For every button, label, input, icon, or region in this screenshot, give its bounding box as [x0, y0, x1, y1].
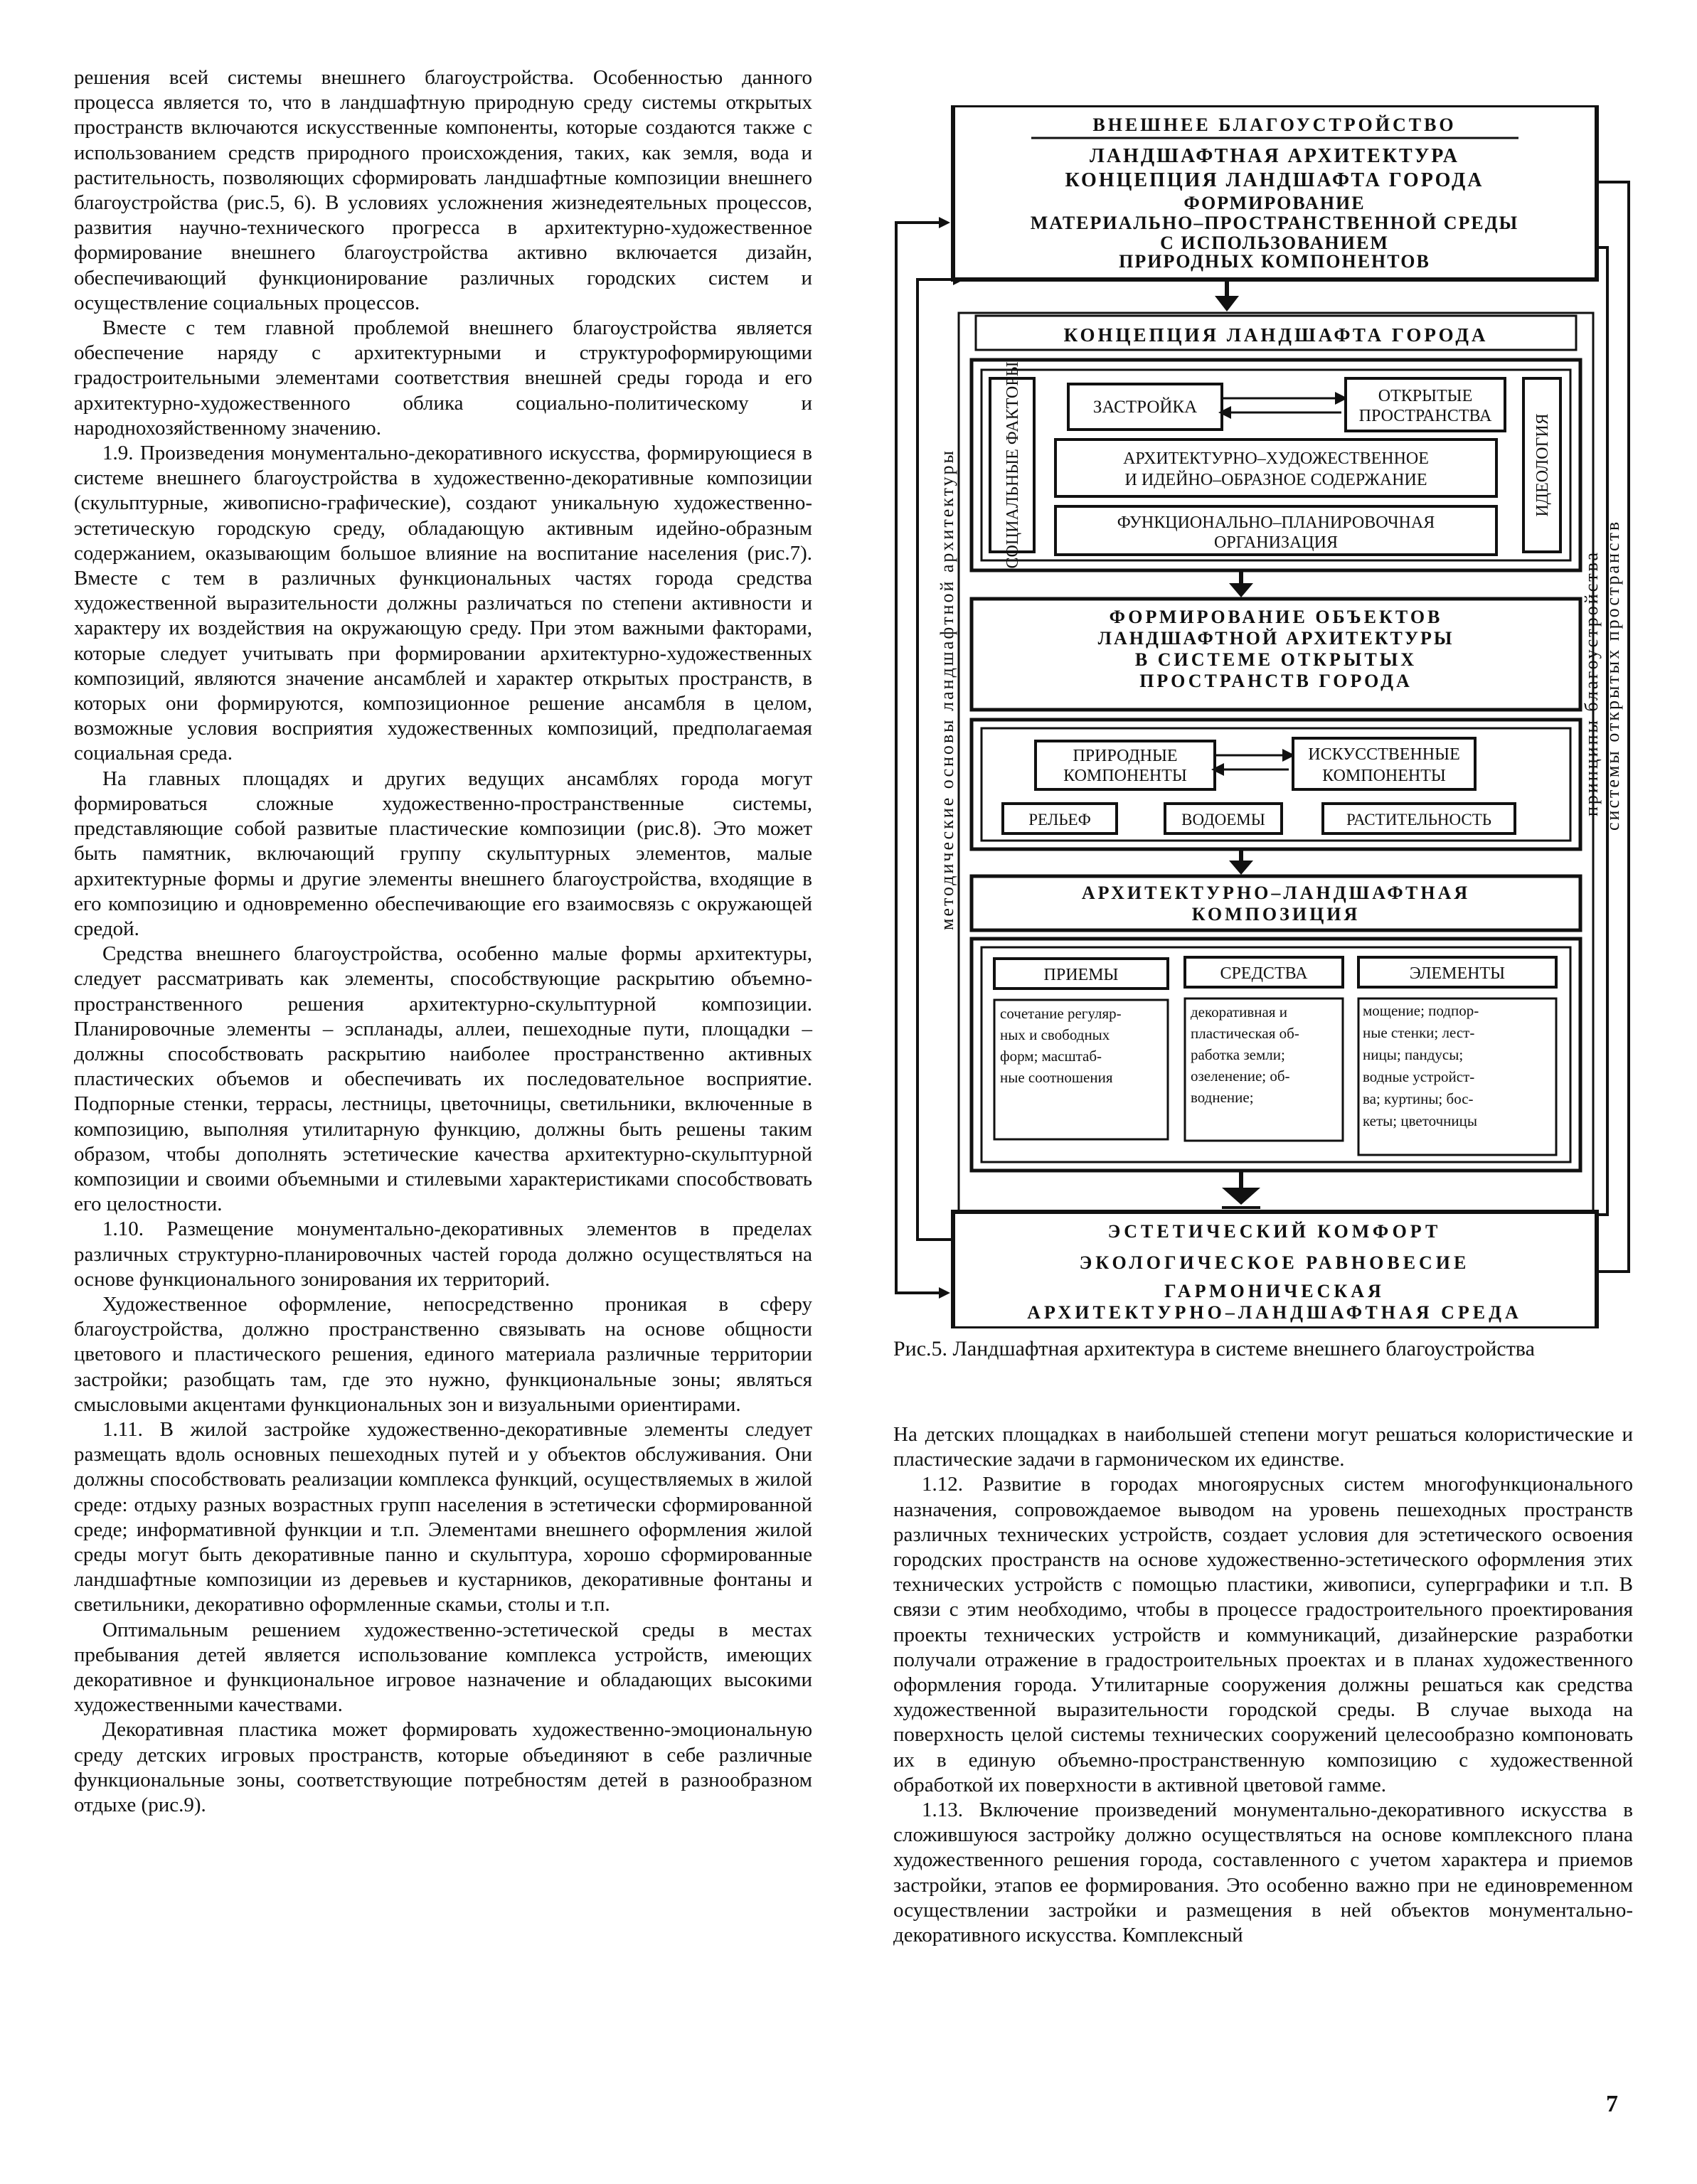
diagram-text-line: ные стенки; лест-: [1363, 1024, 1475, 1041]
paragraph: 1.12. Развитие в городах многоярусных систем многофункционального назначения, сопровождаемое выводом на уровень пешеходных пространств различных технических устройств, создает условия для эстетического освоения городских пространств на основе художественно-эстетического оформления этих технических устройств с помощью пластики, живописи, суперграфики и т.п. В связи с этим необходимо, чтобы в процессе градостроительного проектирования проекты технических устройств и коммуникаций, дизайнерские разработки получали отражение в градостроительных проектах и в планах художественного оформления города. Утилитарные сооружения должны решаться как средства художественной выразительности городской среды. В случае выхода на поверхность целой системы технических сооружений целесообразно компоновать их в единую объемно-пространственную композицию с художественной обработкой их поверхности в активной цветовой гамме.: [893, 1473, 1633, 1796]
arrow-down-icon: [1222, 1188, 1260, 1205]
svg-text:ФУНКЦИОНАЛЬНО–ПЛАНИРОВОЧНАЯ: ФУНКЦИОНАЛЬНО–ПЛАНИРОВОЧНАЯ: [1117, 513, 1435, 532]
diagram-text-line: ницы; пандусы;: [1363, 1046, 1464, 1063]
diagram-text-line: мощение; подпор-: [1363, 1002, 1479, 1019]
diagram-text-line: декоративная и: [1191, 1003, 1287, 1021]
svg-text:ЭКОЛОГИЧЕСКОЕ РАВНОВЕСИЕ: ЭКОЛОГИЧЕСКОЕ РАВНОВЕСИЕ: [1079, 1252, 1470, 1273]
paragraph: Художественное оформление, непосредственно проникая в сферу благоустройства, должно пространственно связывать на основе общности цветового и пластического решения, единого материала различные территории застройки; разобщать там, где это нужно, функциональные зоны; являться смысловыми акцентами функциональных зон и визуальными ориентирами.: [74, 1292, 812, 1416]
diagram-text-line: озеленение; об-: [1191, 1067, 1290, 1085]
diagram-text-line: пластическая об-: [1191, 1025, 1299, 1042]
svg-text:РЕЛЬЕФ: РЕЛЬЕФ: [1028, 811, 1091, 829]
top-box-title: ВНЕШНЕЕ БЛАГОУСТРОЙСТВО: [1092, 114, 1457, 135]
paragraph: 1.13. Включение произведений монументально-декоративного искусства в сложившуюся застройку должно осуществляться на основе комплексного плана художественного решения города, составленного с учетом характера и приемов застройки, этапов ее формирования. Это особенно важно при не единовременном осуществлении застройки и размещения в ней объектов монументально-декоративного искусства. Комплексный: [893, 1799, 1633, 1947]
svg-text:ПРИРОДНЫЕ: ПРИРОДНЫЕ: [1073, 747, 1178, 765]
right-vertical-label-2: системы открытых пространств: [1602, 519, 1623, 831]
page-number: 7: [1606, 2091, 1618, 2117]
right-text-column: [893, 1422, 1633, 1948]
svg-text:РАСТИТЕЛЬНОСТЬ: РАСТИТЕЛЬНОСТЬ: [1346, 811, 1492, 829]
paragraph: Декоративная пластика может формировать художественно-эмоциональную среду детских игровых пространств, которые объединяют в себе различные функциональные зоны, соответствующие потребностям детей в разнообразном отдыхе (рис.9).: [74, 1718, 812, 1817]
paragraph: На детских площадках в наибольшей степени могут решаться колористические и пластические задачи в гармоническом их единстве.: [893, 1423, 1633, 1471]
arrow-down-icon: [1229, 583, 1253, 597]
svg-text:С ИСПОЛЬЗОВАНИЕМ: С ИСПОЛЬЗОВАНИЕМ: [1160, 233, 1389, 253]
svg-text:ЛАНДШАФТНОЙ АРХИТЕКТУРЫ: ЛАНДШАФТНОЙ АРХИТЕКТУРЫ: [1097, 628, 1454, 649]
svg-text:ВОДОЕМЫ: ВОДОЕМЫ: [1181, 811, 1265, 829]
svg-text:СОЦИАЛЬНЫЕ ФАКТОРЫ: СОЦИАЛЬНЫЕ ФАКТОРЫ: [1004, 361, 1022, 569]
diagram-text-line: кеты; цветочницы: [1363, 1112, 1477, 1129]
figure-5-diagram: [882, 105, 1636, 1328]
right-vertical-label-1: принципы благоустройства: [1581, 550, 1602, 816]
svg-text:ОТКРЫТЫЕ: ОТКРЫТЫЕ: [1378, 387, 1473, 405]
svg-text:КОМПОЗИЦИЯ: КОМПОЗИЦИЯ: [1191, 904, 1361, 925]
svg-text:ПРОСТРАНСТВ ГОРОДА: ПРОСТРАНСТВ ГОРОДА: [1139, 671, 1413, 691]
diagram-text-line: ва; куртины; бос-: [1363, 1090, 1474, 1107]
svg-text:ЭЛЕМЕНТЫ: ЭЛЕМЕНТЫ: [1409, 964, 1506, 983]
svg-text:АРХИТЕКТУРНО–ЛАНДШАФТНАЯ СРЕДА: АРХИТЕКТУРНО–ЛАНДШАФТНАЯ СРЕДА: [1027, 1302, 1522, 1323]
paragraph: Средства внешнего благоустройства, особенно малые формы архитектуры, следует рассматривать как элементы, способствующие раскрытию объемно-пространственного решения архитектурно-скульптурной композиции. Планировочные элементы – эспланады, аллеи, пешеходные пути, площадки – должны способствовать раскрытию наиболее пространственно активных пластических объемов и обеспечивать их последовательное восприятие. Подпорные стенки, террасы, лестницы, цветочницы, светильники, включенные в композицию, выполняя утилитарную функцию, должны быть решены таким образом, чтобы дополнять эстетические качества архитектурно-скульптурной композиции и своими объемными и стилевыми характеристиками способствовать его целостности.: [74, 942, 812, 1216]
svg-text:ПРИРОДНЫХ КОМПОНЕНТОВ: ПРИРОДНЫХ КОМПОНЕНТОВ: [1119, 251, 1430, 272]
diagram-text-line: ных и свободных: [1000, 1026, 1110, 1043]
arrow-down-icon: [1215, 296, 1239, 311]
svg-text:ПРИЕМЫ: ПРИЕМЫ: [1043, 966, 1119, 984]
left-text-column: [74, 65, 812, 1818]
figure-caption: Рис.5. Ландшафтная архитектура в системе внешнего благоустройства: [893, 1337, 1535, 1360]
svg-text:МАТЕРИАЛЬНО–ПРОСТРАНСТВЕННОЙ С: МАТЕРИАЛЬНО–ПРОСТРАНСТВЕННОЙ СРЕДЫ: [1030, 213, 1519, 233]
svg-text:И ИДЕЙНО–ОБРАЗНОЕ СОДЕРЖАНИЕ: И ИДЕЙНО–ОБРАЗНОЕ СОДЕРЖАНИЕ: [1124, 471, 1427, 489]
svg-text:СРЕДСТВА: СРЕДСТВА: [1220, 964, 1308, 983]
svg-text:ФОРМИРОВАНИЕ ОБЪЕКТОВ: ФОРМИРОВАНИЕ ОБЪЕКТОВ: [1109, 607, 1443, 627]
svg-text:ИСКУССТВЕННЫЕ: ИСКУССТВЕННЫЕ: [1308, 745, 1460, 764]
svg-text:ФОРМИРОВАНИЕ: ФОРМИРОВАНИЕ: [1183, 193, 1366, 213]
svg-text:АРХИТЕКТУРНО–ХУДОЖЕСТВЕННОЕ: АРХИТЕКТУРНО–ХУДОЖЕСТВЕННОЕ: [1123, 449, 1429, 468]
paragraph: Вместе с тем главной проблемой внешнего благоустройства является обеспечение наряду с архитектурными и структуроформирующими градостроительными элементами соответствия внешней среды города и его архитектурно-художественного облика социально-политическому и народнохозяйственному значению.: [74, 316, 812, 440]
diagram-text-line: воднение;: [1191, 1089, 1254, 1106]
arrow-down-icon: [1229, 861, 1253, 875]
svg-text:ПРОСТРАНСТВА: ПРОСТРАНСТВА: [1358, 407, 1492, 425]
svg-text:АРХИТЕКТУРНО–ЛАНДШАФТНАЯ: АРХИТЕКТУРНО–ЛАНДШАФТНАЯ: [1081, 883, 1471, 903]
svg-text:ЭСТЕТИЧЕСКИЙ КОМФОРТ: ЭСТЕТИЧЕСКИЙ КОМФОРТ: [1107, 1221, 1442, 1242]
paragraph: 1.9. Произведения монументально-декоративного искусства, формирующиеся в системе внешнего благоустройства в художественно-декоративные композиции (скульптурные, живописно-графические), создают уникальную художественно-эстетическую городскую среду, обладающую активным идейно-образным содержанием, оказывающим большое влияние на воспитание населения (рис.7). Вместе с тем в различных функциональных частях города средства художественной выразительности должны различаться по степени активности и характеру их воздействия на окружающую среду. При этом важными факторами, которые следует учитывать при формировании архитектурно-художественных композиций, являются значение ансамблей и характер открытых пространств, в которых они формируются, композиционное решение ансамбля в целом, возможные условия восприятия художественных композиций, предполагаемая социальная среда.: [74, 442, 812, 765]
svg-text:КОНЦЕПЦИЯ ЛАНДШАФТА ГОРОДА: КОНЦЕПЦИЯ ЛАНДШАФТА ГОРОДА: [1063, 324, 1489, 346]
diagram-text-line: сочетание регуляр-: [1000, 1005, 1122, 1022]
diagram-text-line: ные соотношения: [1000, 1069, 1113, 1086]
svg-text:ГАРМОНИЧЕСКАЯ: ГАРМОНИЧЕСКАЯ: [1164, 1281, 1385, 1301]
paragraph: На главных площадях и других ведущих ансамблях города могут формироваться сложные художественно-пространственные системы, представляющие собой развитые пластические композиции (рис.8). Это может быть памятник, включающий группу скульптурных элементов, малые архитектурные формы и другие элементы внешнего благоустройства, входящие в его композицию и одновременно обеспечивающие его взаимосвязь с окружающей средой.: [74, 767, 812, 940]
svg-text:КОМПОНЕНТЫ: КОМПОНЕНТЫ: [1063, 767, 1187, 785]
svg-text:ИДЕОЛОГИЯ: ИДЕОЛОГИЯ: [1533, 413, 1552, 517]
left-vertical-label: методические основы ландшафтной архитектуры: [937, 448, 957, 930]
paragraph: 1.11. В жилой застройке художественно-декоративные элементы следует размещать вдоль основных пешеходных путей и у объектов обслуживания. Они должны способствовать реализации комплекса функций, осуществляемых в жилой среде: отдыху разных возрастных групп населения в эстетически сформированной среде; информативной функции и т.п. Элементами внешнего оформления жилой среды могут быть декоративные панно и скульптура, хорошо сформированные ландшафтные композиции из деревьев и кустарников, декоративные фонтаны и светильники, декоративно оформленные скамьи, столы и т.п.: [74, 1417, 812, 1616]
svg-text:ЛАНДШАФТНАЯ АРХИТЕКТУРА: ЛАНДШАФТНАЯ АРХИТЕКТУРА: [1089, 145, 1460, 167]
svg-text:КОМПОНЕНТЫ: КОМПОНЕНТЫ: [1322, 767, 1446, 785]
paragraph: решения всей системы внешнего благоустройства. Особенностью данного процесса является то, что в ландшафтную природную среду системы открытых пространств включаются искусственные компоненты, которые создаются также с использованием средств природного происхождения, таких, как земля, вода и растительность, позволяющих сформировать ландшафтные композиции внешнего благоустройства (рис.5, 6). В условиях усложнения жизнедеятельных процессов, развития научно-технического прогресса в архитектурно-художественное формирование внешнего благоустройства активно включается дизайн, обеспечивающий функционирование различных городских систем и осуществление социальных процессов.: [74, 66, 812, 314]
diagram-text-line: работка земли;: [1191, 1046, 1285, 1063]
diagram-text-line: форм; масштаб-: [1000, 1048, 1102, 1065]
paragraph: 1.10. Размещение монументально-декоративных элементов в пределах различных структурно-планировочных частей города должно осуществляться на основе функционального зонирования их территорий.: [74, 1218, 812, 1291]
svg-text:В СИСТЕМЕ ОТКРЫТЫХ: В СИСТЕМЕ ОТКРЫТЫХ: [1134, 649, 1417, 670]
svg-text:ЗАСТРОЙКА: ЗАСТРОЙКА: [1092, 398, 1198, 417]
paragraph: Оптимальным решением художественно-эстетической среды в местах пребывания детей является использование комплекса устройств, имеющих декоративное и функциональное игровое назначение и обладающих высокими художественными качествами.: [74, 1618, 812, 1717]
svg-text:ОРГАНИЗАЦИЯ: ОРГАНИЗАЦИЯ: [1214, 533, 1338, 552]
diagram-text-line: водные устройст-: [1363, 1068, 1475, 1085]
svg-text:КОНЦЕПЦИЯ ЛАНДШАФТА ГОРОДА: КОНЦЕПЦИЯ ЛАНДШАФТА ГОРОДА: [1065, 169, 1484, 191]
